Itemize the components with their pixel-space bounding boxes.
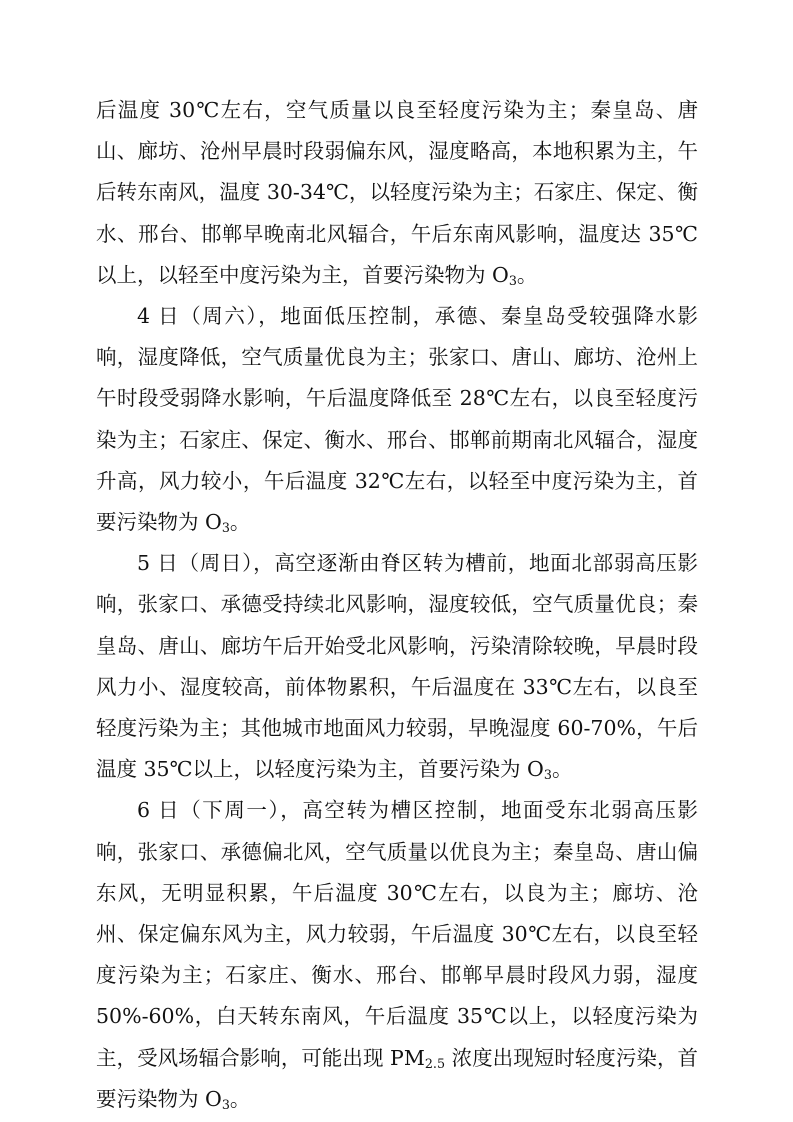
subscript: 3 — [221, 520, 230, 536]
text-segment: 浓度出现短时轻度污染，首要污染物为 O — [96, 1045, 698, 1111]
text-segment: 5 日（周日），高空逐渐由脊区转为槽前，地面北部弱高压影响，张家口、承德受持续北风影响，湿度较低，空气质量优良；秦皇岛、唐山、廊坊午后开始受北风影响，污染清除较晚，早晨时段风力小、湿度较高，前体物累积，午后温度在 33℃左右，以良至轻度污染为主；其他城市地面风力较弱，早晚湿度 60-70%，午后温度 35℃以上，以轻度污染为主，首要污染为 O — [96, 551, 698, 782]
text-segment: 6 日（下周一），高空转为槽区控制，地面受东北弱高压影响，张家口、承德偏北风，空气质量以优良为主；秦皇岛、唐山偏东风，无明显积累，午后温度 30℃左右，以良为主；廊坊、沧州、保定偏东风为主，风力较弱，午后温度 30℃左右，以良至轻度污染为主；石家庄、衡水、邢台、邯郸早晨时段风力弱，湿度 50%-60%，白天转东南风，午后温度 35℃以上，以轻度污染为主，受风场辐合影响，可能出现 PM — [96, 798, 698, 1070]
text-segment: 。 — [516, 262, 538, 287]
text-segment: 后温度 30℃左右，空气质量以良至轻度污染为主；秦皇岛、唐山、廊坊、沧州早晨时段弱偏东风，湿度略高，本地积累为主，午后转东南风，温度 30-34℃，以轻度污染为主；石家庄、保定、衡水、邢台、邯郸早晚南北风辐合，午后东南风影响，温度达 35℃以上，以轻至中度污染为主，首要污染物为 O — [96, 98, 698, 287]
paragraph-day-4 — [96, 296, 698, 543]
text-segment: 。 — [229, 510, 251, 535]
subscript: 3 — [508, 272, 517, 288]
subscript: 3 — [543, 767, 552, 783]
subscript: 3 — [221, 1097, 230, 1113]
paragraph-continuation — [96, 90, 698, 296]
subscript: 2.5 — [424, 1055, 446, 1071]
paragraph-day-5 — [96, 543, 698, 790]
text-segment: 4 日（周六），地面低压控制，承德、秦皇岛受较强降水影响，湿度降低，空气质量优良为主；张家口、唐山、廊坊、沧州上午时段受弱降水影响，午后温度降低至 28℃左右，以良至轻度污染为主；石家庄、保定、衡水、邢台、邯郸前期南北风辐合，湿度升高，风力较小，午后温度 32℃左右，以轻至中度污染为主，首要污染物为 O — [96, 304, 698, 535]
document-body — [96, 90, 698, 1120]
paragraph-day-6 — [96, 790, 698, 1120]
text-segment: 。 — [551, 757, 573, 782]
text-segment: 。 — [229, 1086, 251, 1111]
